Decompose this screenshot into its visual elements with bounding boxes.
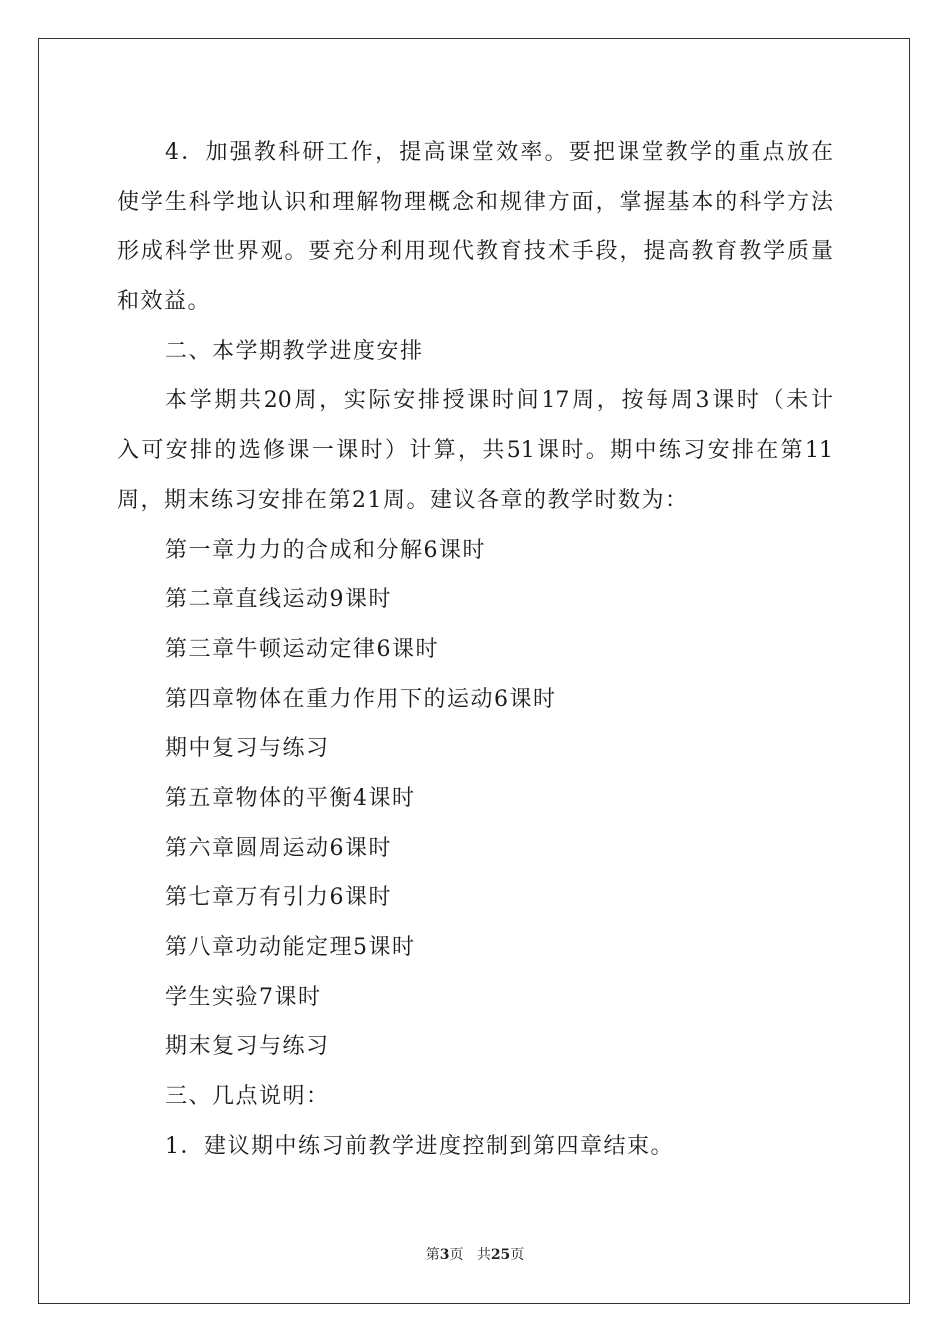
schedule-item: 第二章直线运动9课时	[165, 587, 392, 613]
schedule-item: 第三章牛顿运动定律6课时	[165, 636, 439, 662]
footer-page-suffix: 页	[449, 1247, 464, 1263]
schedule-item: 期中复习与练习	[165, 736, 330, 762]
schedule-item: 第五章物体的平衡4课时	[165, 785, 416, 811]
note-1: 1．建议期中练习前教学进度控制到第四章结束。	[165, 1133, 674, 1159]
schedule-item: 第四章物体在重力作用下的运动6课时	[165, 686, 557, 712]
footer-total-suffix: 页	[510, 1247, 525, 1263]
footer-page-prefix: 第	[425, 1247, 440, 1263]
section-heading-3: 三、几点说明：	[165, 1084, 330, 1110]
paragraph-1-line-4: 和效益。	[117, 289, 212, 315]
schedule-item: 第八章功动能定理5课时	[165, 935, 416, 960]
schedule-item: 学生实验7课时	[165, 984, 322, 1010]
schedule-item: 第七章万有引力6课时	[165, 885, 392, 911]
paragraph-2-line-3: 周，期末练习安排在第21周。建议各章的教学时数为：	[117, 487, 689, 513]
paragraph-1-line-3: 形成科学世界观。要充分利用现代教育技术手段，提高教育教学质量	[117, 239, 833, 265]
schedule-item: 第一章力力的合成和分解6课时	[165, 537, 486, 563]
section-heading-2: 二、本学期教学进度安排	[165, 338, 424, 364]
paragraph-2-line-2: 入可安排的选修课一课时）计算，共51课时。期中练习安排在第11	[117, 438, 833, 464]
paragraph-1-line-1: 4．加强教科研工作，提高课堂效率。要把课堂教学的重点放在	[165, 140, 833, 165]
footer-page-number: 3	[439, 1247, 450, 1263]
footer-total-prefix: 共	[476, 1247, 491, 1263]
schedule-item: 期末复习与练习	[165, 1034, 330, 1060]
schedule-item: 第六章圆周运动6课时	[165, 835, 392, 861]
paragraph-2-line-1: 本学期共20周，实际安排授课时间17周，按每周3课时（未计	[165, 388, 833, 414]
page-footer	[0, 1244, 950, 1264]
paragraph-1-line-2: 使学生科学地认识和理解物理概念和规律方面，掌握基本的科学方法	[117, 189, 833, 215]
document-body	[117, 128, 833, 1171]
footer-total-pages: 25	[490, 1247, 511, 1263]
